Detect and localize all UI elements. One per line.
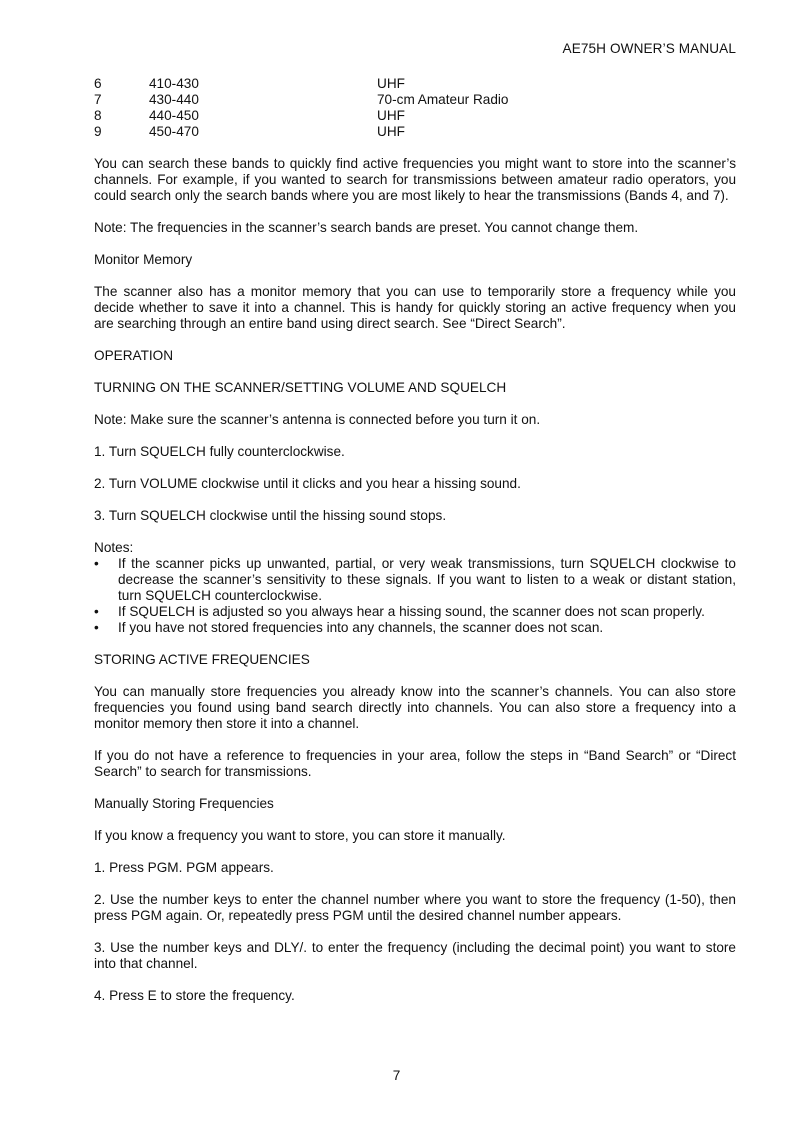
page-number: 7: [392, 1068, 401, 1083]
turning-on-heading: TURNING ON THE SCANNER/SETTING VOLUME AND SQUELCH: [94, 380, 507, 395]
running-header: AE75H OWNER’S MANUAL: [562, 41, 736, 56]
antenna-note: Note: Make sure the scanner’s antenna is connected before you turn it on.: [94, 412, 541, 427]
band-range: 410-430: [149, 76, 199, 91]
band-number: 9: [94, 124, 102, 139]
page-content: [94, 76, 736, 1004]
reference-paragraph: If you do not have a reference to frequencies in your area, follow the steps in “Band Search” or “Direct Search” to search for transmissions.: [94, 748, 736, 779]
table-row: [94, 124, 677, 140]
step-squelch-counterclockwise: 1. Turn SQUELCH fully counterclockwise.: [94, 444, 345, 459]
note-text: If you have not stored frequencies into any channels, the scanner does not scan.: [118, 620, 604, 635]
bullet-icon: •: [94, 620, 99, 635]
bullet-icon: •: [94, 604, 99, 619]
step-squelch-clockwise: 3. Turn SQUELCH clockwise until the hissing sound stops.: [94, 508, 447, 523]
bands-table: [94, 76, 677, 140]
step-enter-frequency: 3. Use the number keys and DLY/. to enter the frequency (including the decimal point) you want to store into that channel.: [94, 940, 736, 971]
band-use: 70-cm Amateur Radio: [377, 92, 509, 107]
step-press-pgm: 1. Press PGM. PGM appears.: [94, 860, 274, 875]
step-enter-channel: 2. Use the number keys to enter the channel number where you want to store the frequency (1-50), then press PGM again. Or, repeatedly press PGM until the desired channel number appears.: [94, 892, 736, 923]
band-range: 430-440: [149, 92, 199, 107]
manual-storing-heading: Manually Storing Frequencies: [94, 796, 274, 811]
step-volume-clockwise: 2. Turn VOLUME clockwise until it clicks and you hear a hissing sound.: [94, 476, 521, 491]
table-row: [94, 92, 677, 108]
band-use: UHF: [377, 108, 405, 123]
band-use: UHF: [377, 124, 405, 139]
band-number: 8: [94, 108, 102, 123]
band-range: 440-450: [149, 108, 199, 123]
band-number: 6: [94, 76, 102, 91]
note-text: If SQUELCH is adjusted so you always hear a hissing sound, the scanner does not scan properly.: [118, 604, 705, 619]
monitor-memory-paragraph: The scanner also has a monitor memory that you can use to temporarily store a frequency while you decide whether to save it into a channel. This is handy for quickly storing an active frequency when you are searching through an entire band using direct search. See “Direct Search”.: [94, 284, 736, 331]
table-row: [94, 108, 677, 124]
storing-heading: STORING ACTIVE FREQUENCIES: [94, 652, 310, 667]
monitor-memory-heading: Monitor Memory: [94, 252, 193, 267]
step-press-e: 4. Press E to store the frequency.: [94, 988, 295, 1003]
search-bands-paragraph: You can search these bands to quickly find active frequencies you might want to store into the scanner’s channels. For example, if you wanted to search for transmissions between amateur radio operators, you could search only the search bands where you are most likely to hear the transmissions (Bands 4, and 7).: [94, 156, 736, 203]
list-item: [94, 556, 736, 604]
band-number: 7: [94, 92, 102, 107]
operation-heading: OPERATION: [94, 348, 174, 363]
table-row: [94, 76, 677, 92]
band-range: 450-470: [149, 124, 199, 139]
note-text: If the scanner picks up unwanted, partial, or very weak transmissions, turn SQUELCH clockwise to decrease the scanner’s sensitivity to these signals. If you want to listen to a weak or distant station, turn SQUELCH counterclockwise.: [118, 556, 736, 603]
bullet-icon: •: [94, 556, 99, 571]
notes-list: [94, 556, 736, 636]
know-frequency-paragraph: If you know a frequency you want to store, you can store it manually.: [94, 828, 506, 843]
list-item: [94, 604, 736, 620]
notes-label: Notes:: [94, 540, 134, 555]
list-item: [94, 620, 736, 636]
preset-note: Note: The frequencies in the scanner’s search bands are preset. You cannot change them.: [94, 220, 639, 235]
storing-paragraph: You can manually store frequencies you already know into the scanner’s channels. You can also store frequencies you found using band search directly into channels. You can also store a frequency into a monitor memory then store it into a channel.: [94, 684, 736, 731]
band-use: UHF: [377, 76, 405, 91]
